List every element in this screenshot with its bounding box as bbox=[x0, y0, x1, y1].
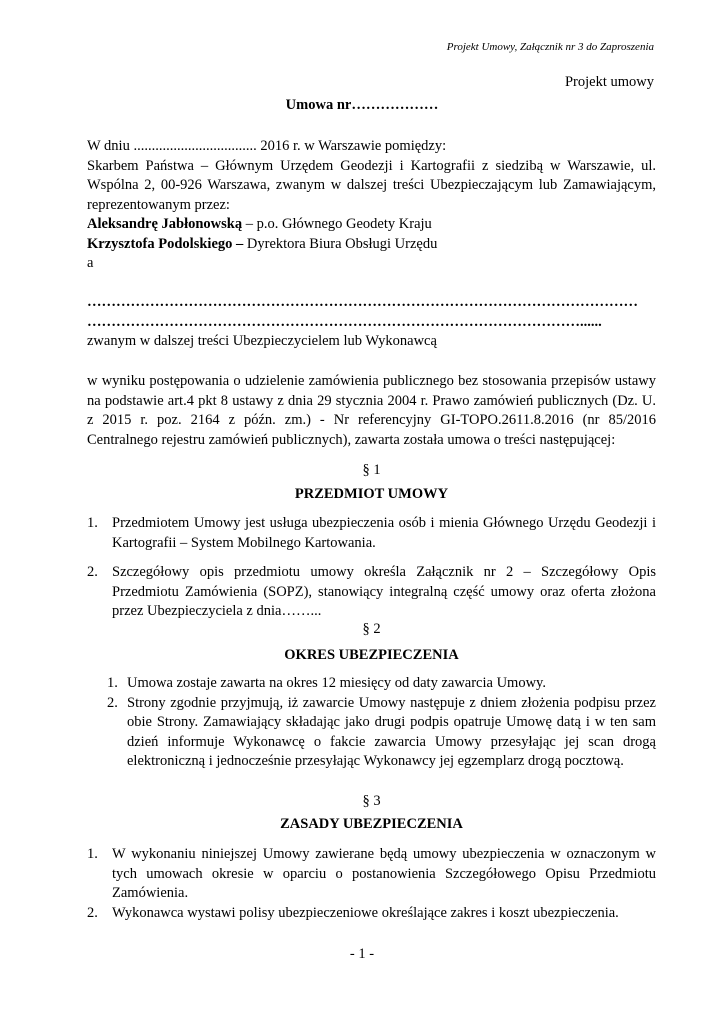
list-item-number: 1. bbox=[87, 515, 98, 531]
list-item-text: Umowa zostaje zawarta na okres 12 miesięcy od daty zawarcia Umowy. bbox=[127, 675, 546, 691]
party-1-description: Skarbem Państwa – Głównym Urzędem Geodezji i Kartografii z siedzibą w Warszawie, ul. Wspólna 2, 00-926 Warszawa, zwanym w dalszej treści Ubezpieczającym lub Zamawiającym, reprezentowanym przez: bbox=[87, 157, 656, 213]
party-2-blank-line-2: …………………………………………………………………………………………...... bbox=[87, 313, 602, 330]
representative-2 bbox=[87, 235, 656, 255]
section-1-list bbox=[87, 514, 656, 622]
section-2-symbol: § 2 bbox=[362, 621, 381, 637]
date-line: W dniu .................................. 2016 r. w Warszawie pomiędzy: bbox=[87, 138, 447, 154]
representative-1 bbox=[87, 215, 656, 235]
list-item bbox=[87, 904, 656, 924]
representative-2-name: Krzysztofa Podolskiego – bbox=[87, 235, 244, 252]
party-2-blank-line-1: …………………………………………………………………………………………………… bbox=[87, 294, 638, 310]
list-item-text: Przedmiotem Umowy jest usługa ubezpieczenia osób i mienia Głównego Urzędu Geodezji i Kartografii – System Mobilnego Kartowania. bbox=[112, 515, 656, 551]
party-2-description: zwanym w dalszej treści Ubezpieczycielem lub Wykonawcą bbox=[87, 333, 437, 349]
representative-1-role: – p.o. Głównego Geodety Kraju bbox=[242, 216, 432, 232]
contract-title: Umowa nr……………… bbox=[285, 97, 439, 113]
list-item bbox=[107, 694, 656, 772]
list-item bbox=[87, 514, 656, 553]
representative-1-name: Aleksandrę Jabłonowską bbox=[87, 216, 243, 232]
list-item-number: 2. bbox=[87, 564, 98, 580]
list-item-number: 2. bbox=[87, 904, 98, 921]
list-item-number: 1. bbox=[87, 846, 98, 862]
header-note: Projekt Umowy, Załącznik nr 3 do Zaproszenia bbox=[446, 41, 654, 53]
list-item bbox=[87, 563, 656, 622]
representative-2-role: Dyrektora Biura Obsługi Urzędu bbox=[243, 235, 438, 252]
section-1-symbol: § 1 bbox=[362, 462, 381, 478]
list-item-text: Szczegółowy opis przedmiotu umowy określa Załącznik nr 2 – Szczegółowy Opis Przedmiotu Zamówienia (SOPZ), stanowiący integralną część umowy oraz oferta złożona przez Ubezpieczyciela z dnia……... bbox=[112, 564, 656, 619]
list-item-number: 1. bbox=[107, 675, 118, 691]
section-3-heading: ZASADY UBEZPIECZENIA bbox=[280, 816, 463, 832]
section-3-list bbox=[87, 845, 656, 923]
list-item-text: W wykonaniu niniejszej Umowy zawierane będą umowy ubezpieczenia w oznaczonym w tych umowach okresie w oparciu o postanowienia Szczegółowego Opisu Przedmiotu Zamówienia. bbox=[112, 846, 656, 901]
procedure-paragraph: w wyniku postępowania o udzielenie zamówienia publicznego bez stosowania przepisów ustawy na podstawie art.4 pkt 8 ustawy z dnia 29 stycznia 2004 r. Prawo zamówień publicznych (Dz. U. z 2015 r. poz. 2164 z późn. zm.) - Nr referencyjny GI-TOPO.2611.8.2016 (nr 85/2016 Centralnego rejestru zamówień publicznych), zawarta została umowa o treści następującej: bbox=[87, 373, 656, 448]
intro-block bbox=[87, 137, 656, 274]
section-3-symbol: § 3 bbox=[362, 793, 381, 809]
section-2-heading: OKRES UBEZPIECZENIA bbox=[284, 647, 459, 663]
list-item-text: Strony zgodnie przyjmują, iż zawarcie Umowy następuje z dniem złożenia podpisu przez obie Strony. Zamawiający składając jako drugi podpis opatruje Umowę datą i w ten sam dzień informuje Wykonawcę o fakcie zawarcia Umowy przesyłając jej scan drogą elektroniczną i jednocześnie przesyłając Wykonawcy jej egzemplarz drogą pocztową. bbox=[127, 694, 656, 769]
page-number: - 1 - bbox=[349, 946, 375, 962]
list-item-text: Wykonawca wystawi polisy ubezpieczeniowe określające zakres i koszt ubezpieczenia. bbox=[112, 904, 619, 921]
section-2-list bbox=[107, 674, 656, 772]
list-item bbox=[107, 674, 656, 694]
party-2-block bbox=[87, 293, 656, 352]
list-item-number: 2. bbox=[107, 694, 118, 711]
document-kind: Projekt umowy bbox=[564, 74, 654, 90]
section-1-heading: PRZEDMIOT UMOWY bbox=[294, 486, 449, 502]
conjunction: a bbox=[87, 255, 94, 271]
list-item bbox=[87, 845, 656, 904]
